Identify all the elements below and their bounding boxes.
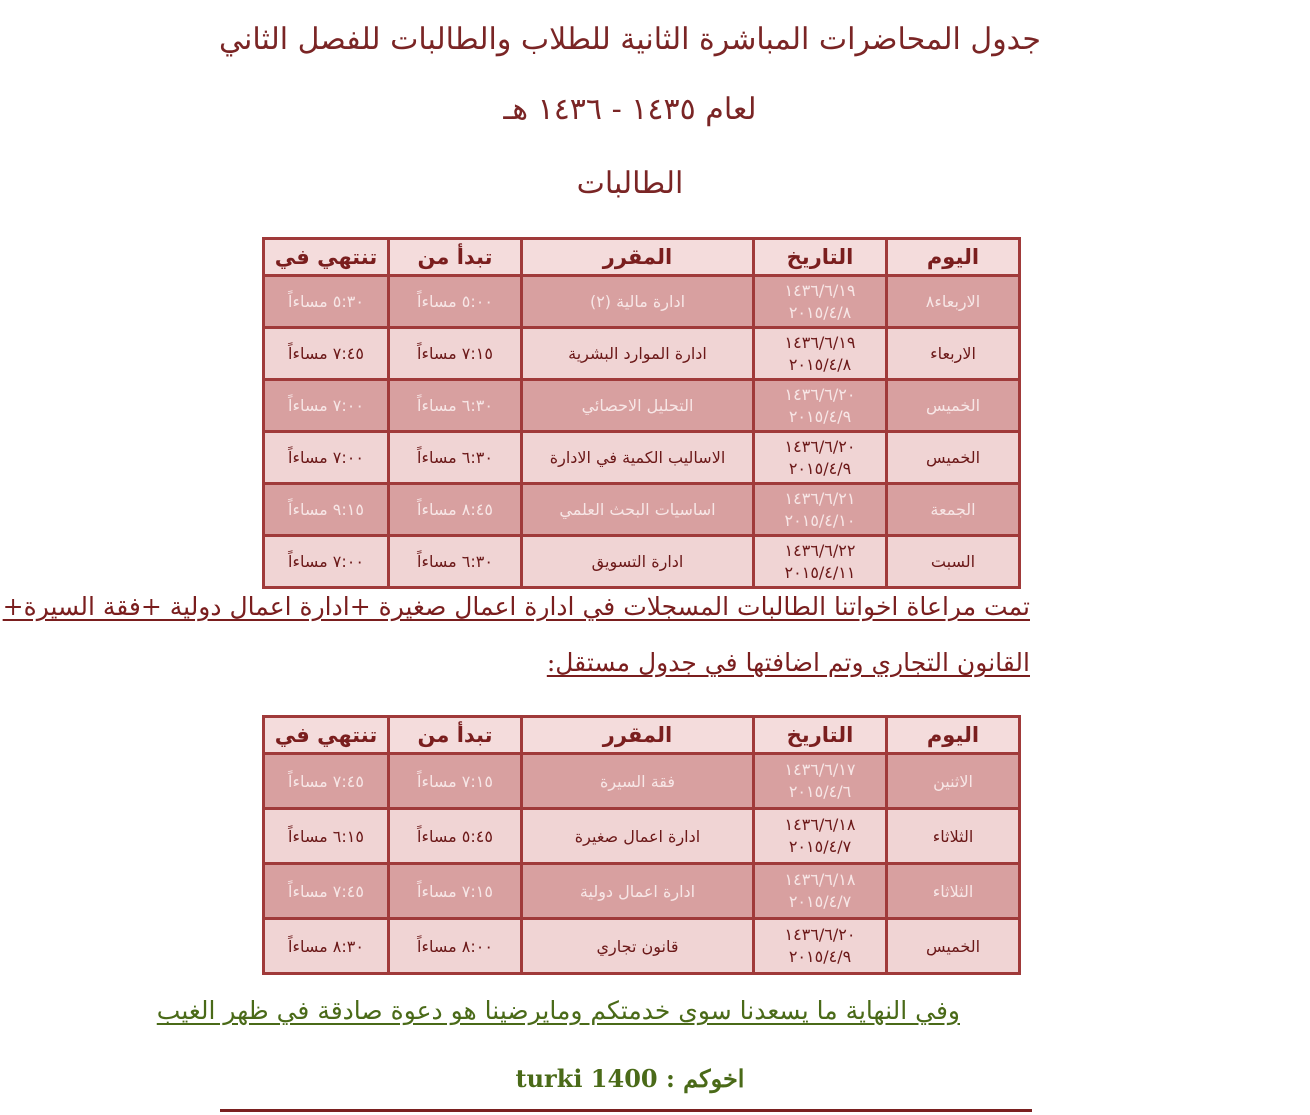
day-cell: الاربعاء٨ bbox=[887, 276, 1020, 328]
day-cell: السبت bbox=[887, 536, 1020, 588]
start-time-cell: ٦:٣٠ مساءاً bbox=[389, 380, 522, 432]
header-date: التاريخ bbox=[754, 239, 887, 276]
start-time-cell: ٧:١٥ مساءاً bbox=[389, 328, 522, 380]
table-row bbox=[264, 276, 1020, 328]
end-time-cell: ٨:٣٠ مساءاً bbox=[264, 919, 389, 974]
hijri-date: ١٤٣٦/٦/١٨ bbox=[784, 815, 856, 834]
gregorian-date: ٢٠١٥/٤/١١ bbox=[784, 562, 856, 582]
start-time-cell: ٦:٣٠ مساءاً bbox=[389, 432, 522, 484]
end-time-cell: ٩:١٥ مساءاً bbox=[264, 484, 389, 536]
gregorian-date: ٢٠١٥/٤/٧ bbox=[788, 837, 852, 856]
gregorian-date: ٢٠١٥/٤/٩ bbox=[788, 406, 852, 426]
end-time-cell: ٦:١٥ مساءاً bbox=[264, 809, 389, 864]
hijri-date: ١٤٣٦/٦/٢٠ bbox=[784, 925, 856, 944]
gregorian-date: ٢٠١٥/٤/٨ bbox=[788, 302, 852, 322]
start-time-cell: ٧:١٥ مساءاً bbox=[389, 754, 522, 809]
section-title: الطالبات bbox=[576, 166, 684, 201]
course-cell: اساسيات البحث العلمي bbox=[522, 484, 754, 536]
date-cell bbox=[754, 432, 887, 484]
day-cell: الجمعة bbox=[887, 484, 1020, 536]
header-course: المقرر bbox=[522, 717, 754, 754]
note-line-1: تمت مراعاة اخواتنا الطالبات المسجلات في ادارة اعمال صغيرة +ادارة اعمال دولية +فقة السيرة+ bbox=[2, 592, 1030, 621]
course-cell: فقة السيرة bbox=[522, 754, 754, 809]
table-row bbox=[264, 380, 1020, 432]
table-row bbox=[264, 536, 1020, 588]
end-time-cell: ٧:٠٠ مساءاً bbox=[264, 380, 389, 432]
start-time-cell: ٨:٠٠ مساءاً bbox=[389, 919, 522, 974]
closing-message: وفي النهاية ما يسعدنا سوى خدمتكم ومايرضينا هو دعوة صادقة في ظهر الغيب bbox=[156, 996, 960, 1025]
table-header-row bbox=[264, 717, 1020, 754]
end-time-cell: ٧:٤٥ مساءاً bbox=[264, 864, 389, 919]
document-title: جدول المحاضرات المباشرة الثانية للطلاب والطالبات للفصل الثاني bbox=[219, 22, 1041, 57]
date-cell bbox=[754, 328, 887, 380]
start-time-cell: ٥:٠٠ مساءاً bbox=[389, 276, 522, 328]
course-cell: قانون تجاري bbox=[522, 919, 754, 974]
hijri-date: ١٤٣٦/٦/٢٠ bbox=[784, 384, 856, 404]
date-cell bbox=[754, 809, 887, 864]
gregorian-date: ٢٠١٥/٤/١٠ bbox=[784, 510, 856, 530]
gregorian-date: ٢٠١٥/٤/٩ bbox=[788, 947, 852, 966]
schedule-table-additional-courses bbox=[262, 715, 1021, 975]
gregorian-date: ٢٠١٥/٤/٧ bbox=[788, 892, 852, 911]
table-row bbox=[264, 919, 1020, 974]
date-cell bbox=[754, 864, 887, 919]
hijri-date: ١٤٣٦/٦/١٨ bbox=[784, 870, 856, 889]
start-time-cell: ٨:٤٥ مساءاً bbox=[389, 484, 522, 536]
hijri-date: ١٤٣٦/٦/١٩ bbox=[784, 332, 856, 352]
gregorian-date: ٢٠١٥/٤/٩ bbox=[788, 458, 852, 478]
end-time-cell: ٧:٤٥ مساءاً bbox=[264, 754, 389, 809]
header-date: التاريخ bbox=[754, 717, 887, 754]
day-cell: الثلاثاء bbox=[887, 809, 1020, 864]
table-row bbox=[264, 328, 1020, 380]
course-cell: ادارة اعمال دولية bbox=[522, 864, 754, 919]
date-cell bbox=[754, 536, 887, 588]
end-time-cell: ٧:٠٠ مساءاً bbox=[264, 432, 389, 484]
date-cell bbox=[754, 380, 887, 432]
start-time-cell: ٥:٤٥ مساءاً bbox=[389, 809, 522, 864]
signature: اخوكم : turki 1400 bbox=[515, 1064, 745, 1093]
end-time-cell: ٧:٠٠ مساءاً bbox=[264, 536, 389, 588]
day-cell: الخميس bbox=[887, 919, 1020, 974]
day-cell: الخميس bbox=[887, 380, 1020, 432]
hijri-date: ١٤٣٦/٦/٢٠ bbox=[784, 436, 856, 456]
hijri-date: ١٤٣٦/٦/٢٢ bbox=[784, 540, 856, 560]
end-time-cell: ٧:٤٥ مساءاً bbox=[264, 328, 389, 380]
table-row bbox=[264, 809, 1020, 864]
academic-year: لعام ١٤٣٥ - ١٤٣٦ هـ bbox=[503, 92, 757, 127]
table-row bbox=[264, 484, 1020, 536]
table-row bbox=[264, 864, 1020, 919]
course-cell: ادارة مالية (٢) bbox=[522, 276, 754, 328]
note-line-2: القانون التجاري وتم اضافتها في جدول مستقل: bbox=[546, 648, 1030, 677]
course-cell: ادارة التسويق bbox=[522, 536, 754, 588]
header-end: تنتهي في bbox=[264, 717, 389, 754]
day-cell: الثلاثاء bbox=[887, 864, 1020, 919]
table-row bbox=[264, 754, 1020, 809]
table-header-row bbox=[264, 239, 1020, 276]
start-time-cell: ٧:١٥ مساءاً bbox=[389, 864, 522, 919]
header-start: تبدأ من bbox=[389, 717, 522, 754]
header-start: تبدأ من bbox=[389, 239, 522, 276]
start-time-cell: ٦:٣٠ مساءاً bbox=[389, 536, 522, 588]
gregorian-date: ٢٠١٥/٤/٦ bbox=[788, 782, 852, 801]
header-day: اليوم bbox=[887, 239, 1020, 276]
header-end: تنتهي في bbox=[264, 239, 389, 276]
course-cell: ادارة الموارد البشرية bbox=[522, 328, 754, 380]
date-cell bbox=[754, 484, 887, 536]
header-course: المقرر bbox=[522, 239, 754, 276]
course-cell: ادارة اعمال صغيرة bbox=[522, 809, 754, 864]
course-cell: الاساليب الكمية في الادارة bbox=[522, 432, 754, 484]
gregorian-date: ٢٠١٥/٤/٨ bbox=[788, 354, 852, 374]
header-day: اليوم bbox=[887, 717, 1020, 754]
date-cell bbox=[754, 276, 887, 328]
table-row bbox=[264, 432, 1020, 484]
schedule-table-female-students bbox=[262, 237, 1021, 589]
day-cell: الاربعاء bbox=[887, 328, 1020, 380]
bottom-divider bbox=[220, 1109, 1032, 1112]
date-cell bbox=[754, 754, 887, 809]
hijri-date: ١٤٣٦/٦/١٩ bbox=[784, 280, 856, 300]
day-cell: الخميس bbox=[887, 432, 1020, 484]
date-cell bbox=[754, 919, 887, 974]
course-cell: التحليل الاحصائي bbox=[522, 380, 754, 432]
hijri-date: ١٤٣٦/٦/١٧ bbox=[784, 760, 856, 779]
day-cell: الاثنين bbox=[887, 754, 1020, 809]
end-time-cell: ٥:٣٠ مساءاً bbox=[264, 276, 389, 328]
hijri-date: ١٤٣٦/٦/٢١ bbox=[784, 488, 856, 508]
